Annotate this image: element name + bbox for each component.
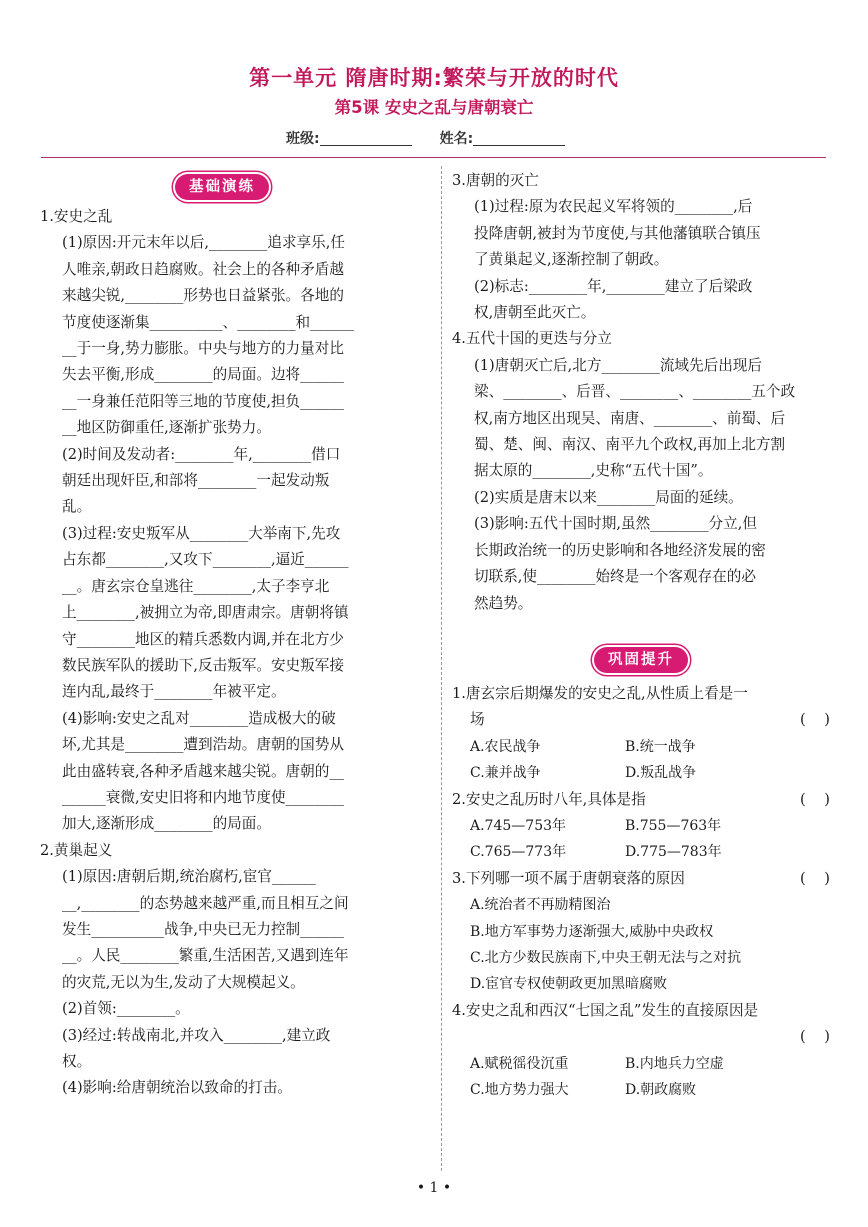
text-line: __于一身,势力膨胀。中央与地方的力量对比 — [62, 340, 344, 358]
text-line: (2)实质是唐末以来________局面的延续。 — [474, 488, 743, 506]
text-line: 长期政治统一的历史影响和各地经济发展的密 — [474, 541, 766, 559]
text-line: (1)原因:唐朝后期,统治腐朽,宦官______ — [62, 868, 316, 886]
text-line: 此由盛转衰,各种矛盾越来越尖锐。唐朝的__ — [62, 762, 344, 780]
question-stem: 2.安史之乱历时八年,具体是指 — [452, 790, 646, 808]
text-line: 节度使逐渐集__________、________和______ — [62, 313, 354, 331]
section-badge-advance: 巩固提升 — [594, 647, 688, 673]
section-heading: 2.黄巢起义 — [40, 841, 113, 859]
text-line: 据太原的________,史称“五代十国”。 — [474, 462, 713, 480]
answer-option[interactable]: B.地方军事势力逐渐强大,威胁中央政权 — [470, 923, 714, 940]
section-badge-basic: 基础演练 — [175, 174, 269, 200]
text-line: 权,南方地区出现吴、南唐、________、前蜀、后 — [474, 409, 786, 427]
column-divider — [441, 166, 443, 1171]
text-line: __一身兼任范阳等三地的节度使,担负______ — [62, 392, 344, 410]
text-line: 失去平衡,形成________的局面。边将______ — [62, 366, 344, 384]
answer-option[interactable]: A.农民战争 — [470, 738, 541, 755]
text-line: 朝廷出现奸臣,和部将________一起发动叛 — [62, 472, 330, 490]
answer-option[interactable]: B.755—763年 — [625, 817, 722, 834]
question-item — [452, 787, 830, 866]
name-label: 姓名: — [439, 131, 474, 147]
text-line: (4)影响:给唐朝统治以致命的打击。 — [62, 1079, 292, 1097]
text-line: (2)标志:________年,________建立了后梁政 — [474, 277, 753, 295]
text-line: 了黄巢起义,逐渐控制了朝政。 — [474, 251, 669, 269]
page-number: • 1 • — [416, 1180, 452, 1196]
text-line: 守________地区的精兵悉数内调,并在北方少 — [62, 630, 344, 648]
text-line: __,________的态势越来越严重,而且相互之间 — [62, 894, 349, 912]
text-line: 发生__________战争,中央已无力控制______ — [62, 920, 344, 938]
text-line: (1)唐朝灭亡后,北方________流域先后出现后 — [474, 356, 762, 374]
answer-option[interactable]: B.内地兵力空虚 — [625, 1055, 724, 1072]
question-list — [452, 681, 830, 1104]
answer-paren[interactable]: ( ) — [800, 1028, 830, 1046]
text-line: (2)首领:________。 — [62, 1000, 190, 1018]
text-line: 的灾荒,无以为生,发动了大规模起义。 — [62, 973, 305, 991]
question-stem: 1.唐玄宗后期爆发的安史之乱,从性质上看是一 — [452, 684, 748, 702]
text-line: 切联系,使________始终是一个客观存在的必 — [474, 568, 756, 586]
question-item — [452, 681, 830, 787]
text-line: (2)时间及发动者:________年,________借口 — [62, 445, 341, 463]
question-stem: 4.安史之乱和西汉“七国之乱”发生的直接原因是 — [452, 1001, 759, 1019]
section-heading: 4.五代十国的更迭与分立 — [452, 330, 612, 348]
lesson-title: 第5课 安史之乱与唐朝衰亡 — [334, 98, 534, 117]
student-info-row — [286, 128, 593, 148]
answer-option[interactable]: C.地方势力强大 — [470, 1082, 569, 1098]
text-line: 坏,尤其是________遭到浩劫。唐朝的国势从 — [62, 736, 344, 754]
right-column — [452, 168, 830, 1103]
answer-option[interactable]: A.745—753年 — [470, 817, 567, 834]
class-label: 班级: — [286, 131, 320, 147]
answer-option[interactable]: C.765—773年 — [470, 844, 567, 861]
text-line: 权。 — [62, 1053, 92, 1070]
right-fill-lines — [452, 168, 830, 617]
question-stem — [452, 1024, 470, 1050]
answer-option[interactable]: A.赋税徭役沉重 — [470, 1055, 569, 1072]
question-item — [452, 866, 830, 998]
answer-option[interactable]: B.统一战争 — [625, 738, 696, 755]
answer-option[interactable]: D.叛乱战争 — [625, 765, 697, 782]
question-item — [452, 998, 830, 1104]
text-line: 上________,被拥立为帝,即唐肃宗。唐朝将镇 — [62, 604, 349, 622]
text-line: 梁、________、后晋、________、________五个政 — [474, 383, 796, 401]
text-line: (1)过程:原为农民起义军将领的________,后 — [474, 198, 753, 216]
text-line: 来越尖锐,________形势也日益紧张。各地的 — [62, 287, 344, 305]
text-line: 加大,逐渐形成________的局面。 — [62, 815, 271, 833]
text-line: (3)过程:安史叛军从________大举南下,先攻 — [62, 524, 341, 542]
text-line: 数民族军队的援助下,反击叛军。安史叛军接 — [62, 656, 344, 674]
text-line: 投降唐朝,被封为节度使,与其他藩镇联合镇压 — [474, 224, 761, 242]
text-line: __。唐玄宗仓皇逃往________,太子李亨北 — [62, 577, 330, 595]
text-line: 乱。 — [62, 498, 92, 516]
section-heading: 3.唐朝的灭亡 — [452, 172, 539, 189]
answer-option[interactable]: C.北方少数民族南下,中央王朝无法与之对抗 — [470, 949, 742, 966]
answer-option[interactable]: A.统治者不再励精图治 — [470, 897, 611, 914]
answer-option[interactable]: D.775—783年 — [625, 844, 722, 861]
unit-title: 第一单元 隋唐时期:繁荣与开放的时代 — [249, 66, 619, 90]
answer-option[interactable]: D.宦官专权使朝政更加黑暗腐败 — [470, 976, 668, 993]
text-line: 人唯亲,朝政日趋腐败。社会上的各种矛盾越 — [62, 260, 344, 278]
text-line: 占东都________,又攻下________,逼近______ — [62, 551, 349, 569]
text-line: 权,唐朝至此灭亡。 — [474, 304, 596, 322]
answer-option[interactable]: C.兼并战争 — [470, 765, 541, 782]
answer-paren[interactable]: ( ) — [800, 869, 830, 887]
header-divider — [41, 157, 826, 158]
text-line: (1)原因:开元末年以后,________追求享乐,任 — [62, 234, 345, 252]
text-line: (3)影响:五代十国时期,虽然________分立,但 — [474, 515, 757, 533]
answer-option[interactable]: D.朝政腐败 — [625, 1082, 697, 1098]
text-line: 然趋势。 — [474, 594, 533, 612]
text-line: (4)影响:安史之乱对________造成极大的破 — [62, 709, 336, 727]
class-blank[interactable] — [320, 131, 412, 146]
question-stem: 3.下列哪一项不属于唐朝衰落的原因 — [452, 869, 685, 887]
left-column — [40, 204, 424, 1102]
question-stem: 场 — [470, 711, 485, 729]
text-line: __。人民________繁重,生活困苦,又遇到连年 — [62, 947, 349, 965]
section-heading: 1.安史之乱 — [40, 208, 113, 225]
text-line: 连内乱,最终于________年被平定。 — [62, 683, 286, 701]
text-line: 蜀、楚、闽、南汉、南平九个政权,再加上北方割 — [474, 436, 786, 454]
text-line: __地区防御重任,逐渐扩张势力。 — [62, 419, 271, 437]
text-line: ______衰微,安史旧将和内地节度使________ — [62, 788, 344, 806]
answer-paren[interactable]: ( ) — [800, 790, 830, 808]
text-line: (3)经过:转战南北,并攻入________,建立政 — [62, 1026, 331, 1044]
answer-paren[interactable]: ( ) — [800, 711, 830, 729]
name-blank[interactable] — [473, 131, 565, 146]
